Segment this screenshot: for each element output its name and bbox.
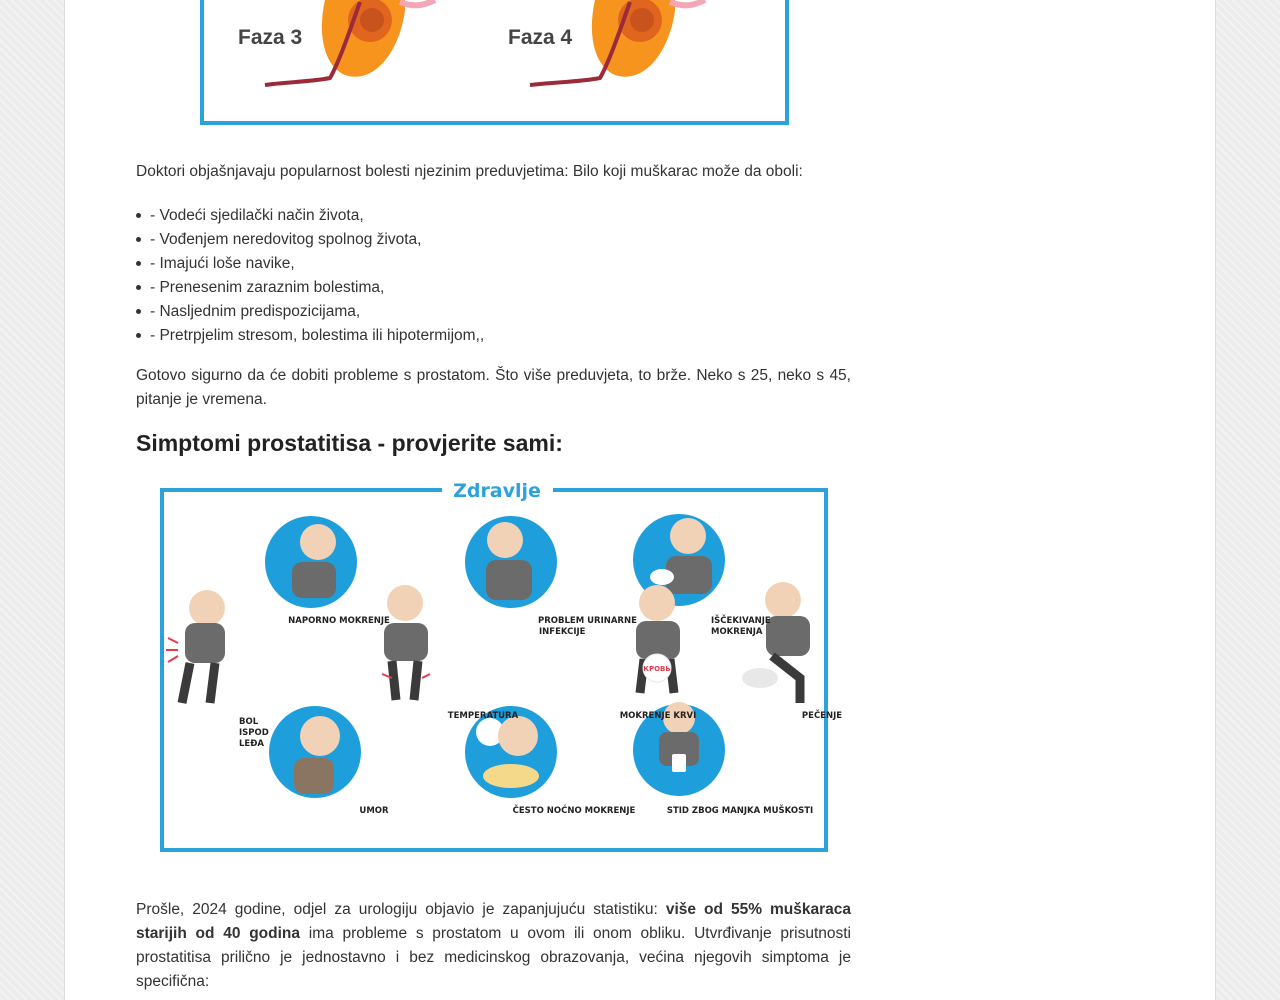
label-problem-line1: PROBLEM URINARNE	[538, 616, 637, 626]
label-naporno-mokrenje: NAPORNO MOKRENJE	[288, 616, 390, 626]
label-umor: UMOR	[359, 806, 389, 816]
stats-paragraph	[136, 898, 851, 994]
symptoms-heading: Simptomi prostatitisa - provjerite sami:	[136, 430, 563, 456]
figure-temperatura	[382, 585, 430, 700]
circle-problem-urinarne	[465, 516, 557, 608]
label-problem-line2: INFEKCIJE	[539, 627, 586, 637]
stage4-label: Faza 4	[508, 26, 573, 49]
label-bol-line1: BOL	[239, 717, 259, 727]
infographic-title: Zdravlje	[453, 480, 541, 502]
label-bol-line2: ISPOD	[239, 728, 269, 738]
list-item: - Prenesenim zaraznim bolestima,	[150, 276, 850, 300]
list-item: - Nasljednim predispozicijama,	[150, 300, 850, 324]
label-mokrenje-krvi: MOKRENJE KRVI	[619, 711, 697, 721]
list-item: - Pretrpjelim stresom, bolestima ili hipotermijom,,	[150, 324, 850, 348]
age-paragraph: Gotovo sigurno da će dobiti probleme s prostatom. Što više preduvjeta, to brže. Neko s 25, neko s 45, pitanje je vremena.	[136, 367, 851, 408]
symptoms-infographic	[160, 478, 843, 856]
stats-text-part1: Prošle, 2024 godine, odjel za urologiju objavio je zapanjujuću statistiku:	[136, 901, 666, 918]
prostatitis-stages-image	[200, 0, 790, 126]
label-cesto-nocno: ČESTO NOĆNO MOKRENJE	[512, 806, 636, 816]
figure-pecenje	[742, 582, 810, 703]
figure-mokrenje-krvi	[636, 585, 680, 693]
stats-highlight: više od 55% muškaraca starijih od 40 godina	[136, 901, 851, 942]
label-pecenje: PEČENJE	[801, 711, 843, 721]
label-temperatura: TEMPERATURA	[447, 711, 519, 721]
stage3-label: Faza 3	[238, 26, 303, 49]
list-item: - Vođenjem neredovitog spolnog života,	[150, 228, 850, 252]
circle-naporno-mokrenje	[265, 516, 357, 608]
circle-umor	[269, 706, 361, 798]
intro-paragraph: Doktori objašnjavaju popularnost bolesti njezinim preduvjetima: Bilo koji muškarac može da oboli:	[136, 163, 803, 180]
blood-label: КРОВЬ	[643, 665, 671, 673]
reasons-list	[136, 204, 850, 348]
article-page	[64, 0, 1216, 1000]
label-stid: STID ZBOG MANJKA MUŠKOSTI	[666, 806, 814, 816]
label-bol-line3: LEĐA	[239, 739, 264, 749]
figure-bol-ispod-leda	[166, 590, 225, 703]
list-item: - Vodeći sjedilački način života,	[150, 204, 850, 228]
list-item: - Imajući loše navike,	[150, 252, 850, 276]
label-iscekivanje-line1: IŠČEKIVANJE	[711, 616, 771, 626]
label-iscekivanje-line2: MOKRENJA	[711, 627, 763, 637]
stats-text-part2: ima probleme s prostatom u ovom ili onom obliku. Utvrđivanje prisutnosti prostatitisa prilično je jednostavno i bez medicinskog obrazovanja, većina njegovih simptoma je specifična:	[136, 925, 851, 990]
